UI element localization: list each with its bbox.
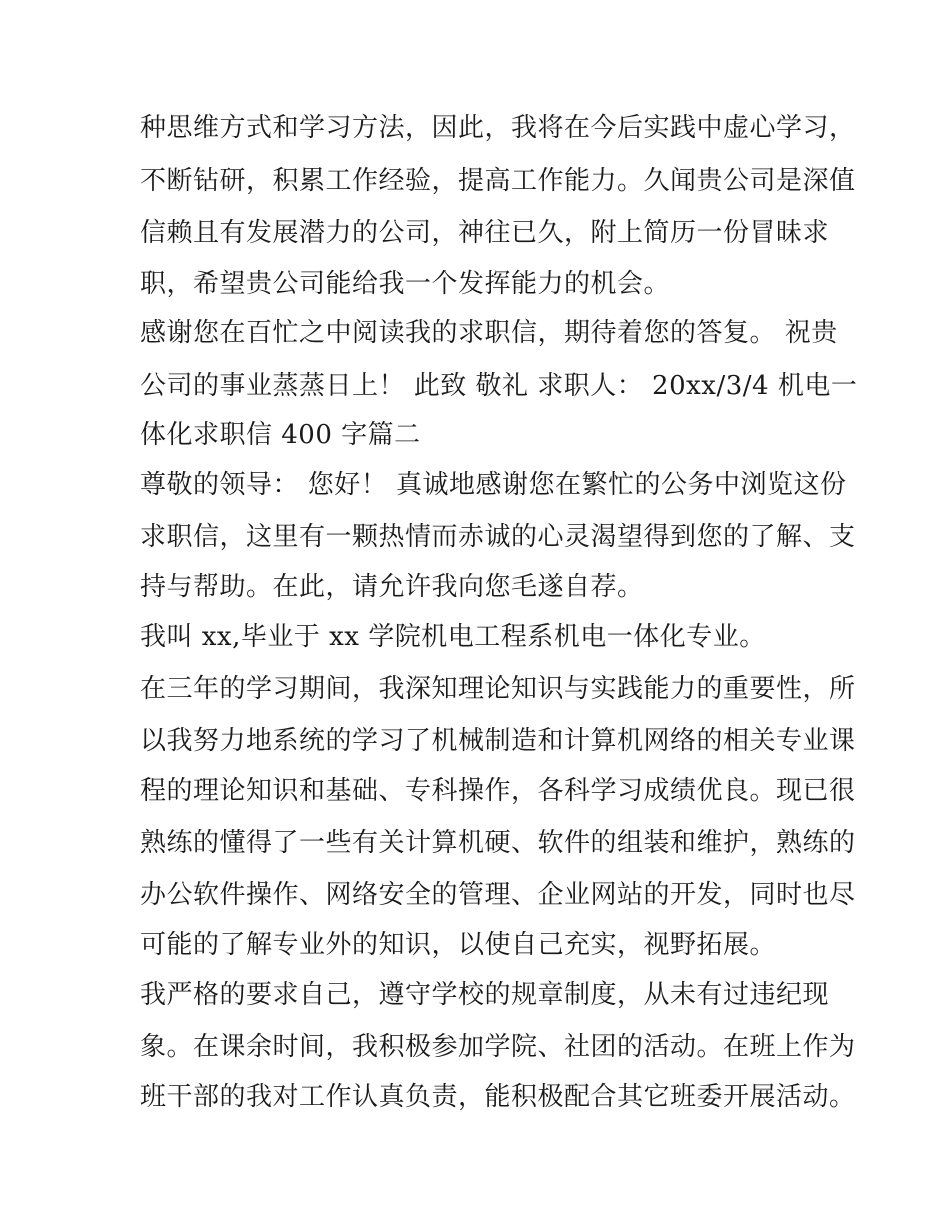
text-line: 感谢您在百忙之中阅读我的求职信，期待着您的答复。 祝贵 <box>140 318 838 348</box>
text-line: 我叫 xx,毕业于 xx 学院机电工程系机电一体化专业。 <box>140 622 766 652</box>
text-line: 我严格的要求自己，遵守学校的规章制度，从未有过违纪现 <box>140 980 830 1010</box>
text-line: 体化求职信 400 字篇二 <box>140 420 421 450</box>
text-line: 班干部的我对工作认真负责，能积极配合其它班委开展活动。 <box>140 1082 856 1112</box>
text-line: 办公软件操作、网络安全的管理、企业网站的开发，同时也尽 <box>140 880 856 910</box>
text-line: 信赖且有发展潜力的公司，神往已久，附上简历一份冒昧求 <box>140 218 830 248</box>
text-line: 职，希望贵公司能给我一个发挥能力的机会。 <box>140 269 671 299</box>
text-line: 公司的事业蒸蒸日上！ 此致 敬礼 求职人： 20xx/3/4 机电一 <box>140 371 858 401</box>
text-line: 程的理论知识和基础、专科操作，各科学习成绩优良。现已很 <box>140 776 856 806</box>
text-line: 象。在课余时间，我积极参加学院、社团的活动。在班上作为 <box>140 1032 856 1062</box>
text-line: 不断钻研，积累工作经验，提高工作能力。久闻贵公司是深值 <box>140 166 856 196</box>
text-line: 在三年的学习期间，我深知理论知识与实践能力的重要性，所 <box>140 674 856 704</box>
text-line: 可能的了解专业外的知识，以使自己充实，视野拓展。 <box>140 930 777 960</box>
text-line: 尊敬的领导： 您好！ 真诚地感谢您在繁忙的公务中浏览这份 <box>140 470 847 500</box>
text-line: 熟练的懂得了一些有关计算机硬、软件的组装和维护，熟练的 <box>140 828 856 858</box>
text-line: 求职信，这里有一颗热情而赤诚的心灵渴望得到您的了解、支 <box>140 522 856 552</box>
text-line: 以我努力地系统的学习了机械制造和计算机网络的相关专业课 <box>140 726 856 756</box>
text-line: 种思维方式和学习方法，因此，我将在今后实践中虚心学习， <box>140 113 856 143</box>
text-line: 持与帮助。在此，请允许我向您毛遂自荐。 <box>140 572 644 602</box>
